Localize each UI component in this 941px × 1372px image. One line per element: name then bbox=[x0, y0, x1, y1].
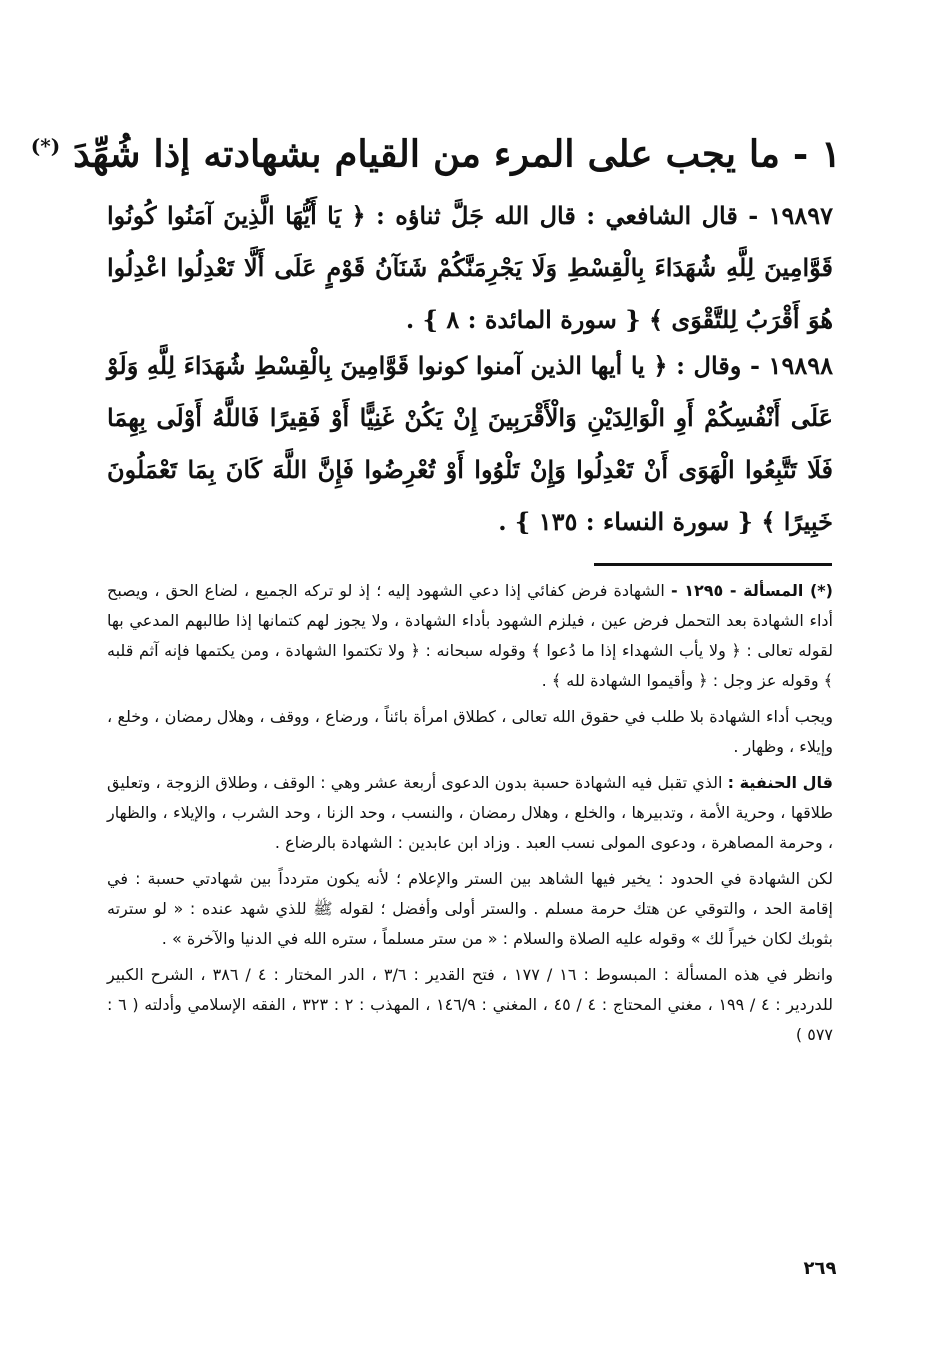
footnote-2: ويجب أداء الشهادة بلا طلب في حقوق الله تعالى ، كطلاق امرأة بائناً ، ورضاع ، ووقف ، وهلال رمضان ، وخلع ، وإيلاء ، وظهار . bbox=[107, 707, 833, 756]
chapter-heading bbox=[30, 122, 841, 177]
footnote-3-lead: قال الحنفية : bbox=[727, 773, 833, 792]
footnote-divider bbox=[594, 563, 832, 566]
footnotes-section bbox=[107, 576, 833, 1056]
footnote-4: لكن الشهادة في الحدود : يخير فيها الشاهد بين الستر والإعلام ؛ لأنه يكون متردداً بين شهادتي حسبة : في إقامة الحد ، والتوقي عن هتك حرمة مسلم . والستر أولى وأفضل ؛ لقوله ﷺ للذي شهد عنده : « لو سترته بثوبك لكان خيراً لك » وقوله عليه الصلاة والسلام : « من ستر مسلماً ، ستره الله في الدنيا والآخرة » . bbox=[107, 869, 833, 948]
paragraph-19897: ١٩٨٩٧ - قال الشافعي : قال الله جَلَّ ثناؤه : ﴿ يَا أَيُّهَا الَّذِينَ آمَنُوا كُونُوا قَوَّامِينَ لِلَّهِ شُهَدَاءَ بِالْقِسْطِ وَلَا يَجْرِمَنَّكُمْ شَنَآنُ قَوْمٍ عَلَى أَلَّا تَعْدِلُوا اعْدِلُوا هُوَ أَقْرَبُ لِلتَّقْوَى ﴾ { سورة المائدة : ٨ } . bbox=[107, 201, 834, 334]
footnote-1-text: الشهادة فرض كفائي إذا دعي الشهود إليه ؛ إذ لو تركه الجميع ، لضاع الحق ، ويصبح أداء الشهادة بعد التحمل فرض عين ، فيلزم الشهود بأداء الشهادة ، ولا يجوز لهم كتمانها إذا طالبهم المدعي بها لقوله تعالى : ﴿ ولا يأب الشهداء إذا ما دُعوا ﴾ وقوله سبحانه : ﴿ ولا تكتموا الشهادة ، ومن يكتمها فإنه آثم قلبه ﴾ وقوله عز وجل : ﴿ وأقيموا الشهادة لله ﴾ . bbox=[107, 581, 833, 690]
chapter-title: ١ - ما يجب على المرء من القيام بشهادته إذا شُهِّدَ bbox=[73, 131, 841, 176]
footnote-3-text: الذي تقبل فيه الشهادة حسبة بدون الدعوى أربعة عشر وهي : الوقف ، وطلاق الزوجة ، وتعليق طلاقها ، وحرية الأمة ، وتدبيرها ، والخلع ، وهلال رمضان ، والنسب ، وحد الزنا ، وحد الشرب ، والإيلاء ، والظهار ، وحرمة المصاهرة ، ودعوى المولى نسب العبد . وزاد ابن عابدين : الشهادة بالرضاع . bbox=[107, 773, 833, 852]
footnote-marker: (*) bbox=[30, 134, 61, 158]
footnote-5: وانظر في هذه المسألة : المبسوط : ١٦ / ١٧٧ ، فتح القدير : ٣/٦ ، الدر المختار : ٤ / ٣٨٦ ، الشرح الكبير للدردير : ٤ / ١٩٩ ، مغني المحتاج : ٤ / ٤٥ ، المغني : ١٤٦/٩ ، المهذب : ٢ : ٣٢٣ ، الفقه الإسلامي وأدلته ( ٦ : ٥٧٧ ) bbox=[107, 965, 834, 1044]
page-number: ٢٦٩ bbox=[803, 1258, 837, 1279]
footnote-1-lead: (*) المسألة - ١٢٩٥ - bbox=[671, 581, 833, 600]
paragraph-19898: ١٩٨٩٨ - وقال : ﴿ يا أيها الذين آمنوا كونوا قَوَّامِينَ بِالْقِسْطِ شُهَدَاءَ لِلَّهِ وَلَوْ عَلَى أَنْفُسِكُمْ أَوِ الْوَالِدَيْنِ وَالْأَقْرَبِينَ إِنْ يَكُنْ غَنِيًّا أَوْ فَقِيرًا فَاللَّهُ أَوْلَى بِهِمَا فَلَا تَتَّبِعُوا الْهَوَى أَنْ تَعْدِلُوا وَإِنْ تَلْوُوا أَوْ تُعْرِضُوا فَإِنَّ اللَّهَ كَانَ بِمَا تَعْمَلُونَ خَبِيرًا ﴾ { سورة النساء : ١٣٥ } . bbox=[107, 351, 833, 536]
footnote-3 bbox=[107, 768, 833, 858]
footnote-1 bbox=[107, 576, 833, 696]
